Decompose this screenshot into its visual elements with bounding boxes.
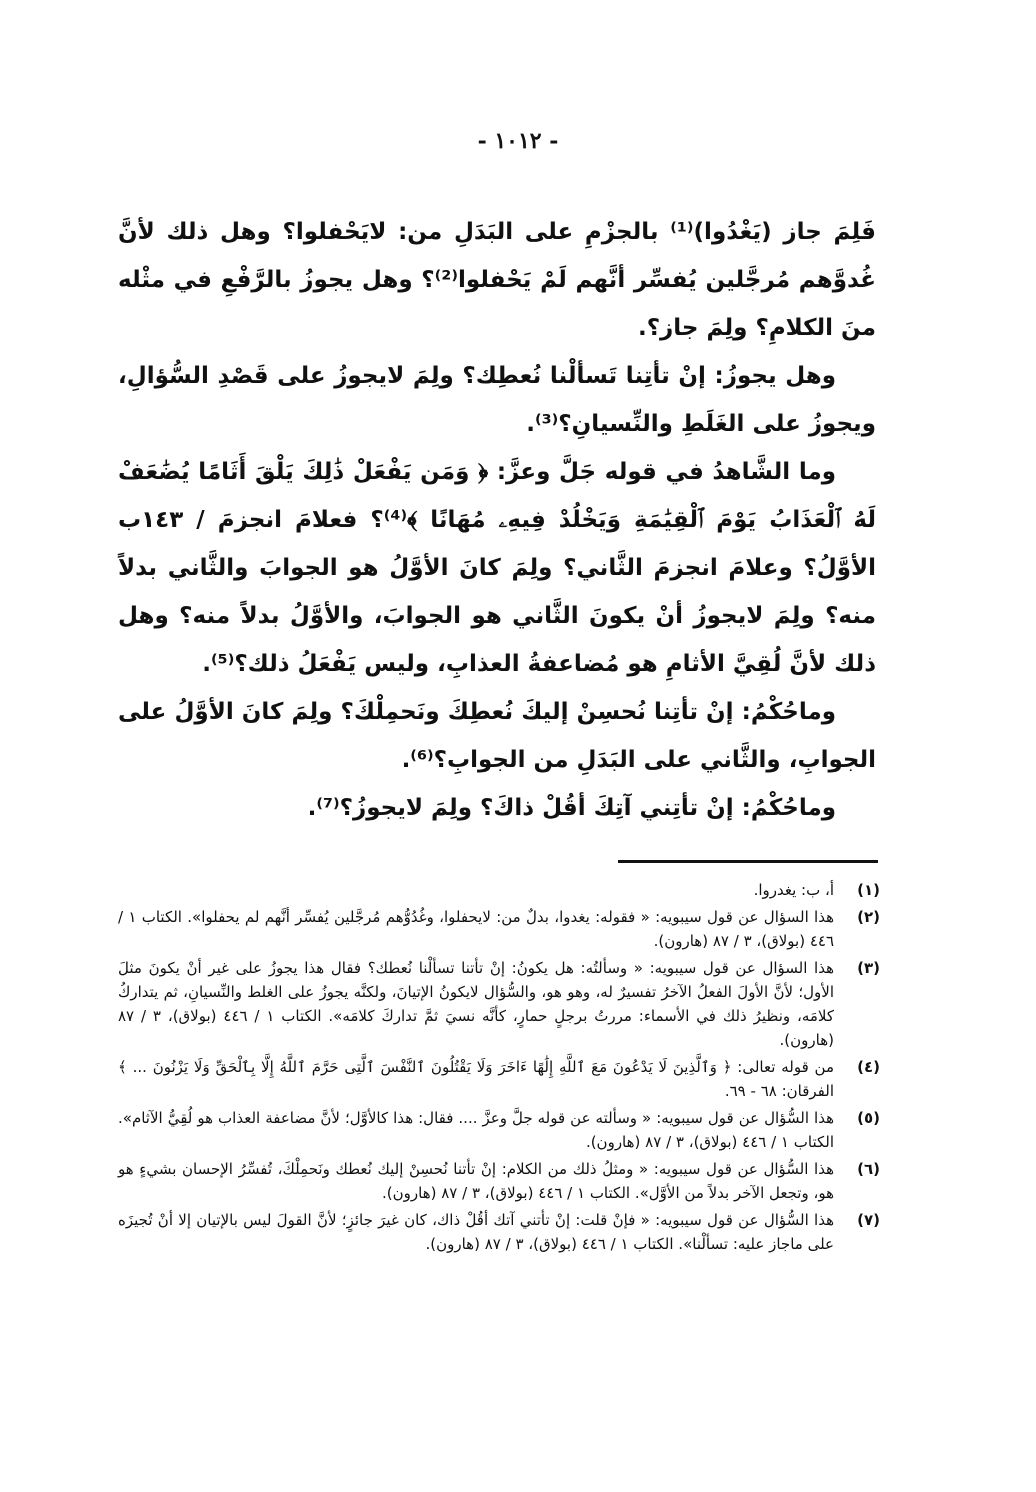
footnote-number: (٣)	[857, 959, 880, 977]
page-number: - ١٠١٢ -	[477, 128, 559, 154]
footnote	[118, 1157, 880, 1205]
paragraph-5: وماحُكْمُ: إنْ تأتِني آتِكَ أقُلْ ذاكَ؟ ولِمَ لايجوزُ؟⁽⁷⁾.	[307, 795, 836, 821]
footnote	[118, 1106, 880, 1154]
footnote-divider	[618, 860, 878, 863]
footnote	[118, 1055, 880, 1103]
footnote	[118, 1208, 880, 1256]
footnote-number: (٦)	[857, 1160, 880, 1178]
footnote-number: (٤)	[857, 1058, 880, 1076]
footnote-text: هذا السُّؤال عن قول سيبويه: « وسألته عن قوله جلَّ وعزَّ .... فقال: هذا كالأوَّل؛ لأنَّ مضاعفة العذاب هو لُقِيُّ الآثام». الكتاب ١ / ٤٤٦ (بولاق)، ٣ / ٨٧ (هارون).	[118, 1109, 834, 1151]
footnote-text: هذا السُّؤال عن قول سيبويه: « فإنْ قلت: إنْ تأتني آتك أقُلْ ذاك، كان غيرَ جائزٍ؛ لأنَّ القولَ ليس بالإتيان إلا أنْ تُجيزَه على ماجاز عليه: تسألْنا». الكتاب ١ / ٤٤٦ (بولاق)، ٣ / ٨٧ (هارون).	[118, 1211, 834, 1253]
footnote-number: (٢)	[857, 908, 880, 926]
footnote	[118, 905, 880, 953]
footnote-number: (٥)	[857, 1109, 880, 1127]
paragraph-2: وهل يجوزُ: إنْ تأتِنا تَسألْنا نُعطِك؟ ولِمَ لايجوزُ على قَصْدِ السُّؤالِ، ويجوزُ على الغَلَطِ والنِّسيانِ؟⁽³⁾.	[118, 363, 876, 437]
footnote	[118, 878, 880, 902]
paragraph-1: فَلِمَ جاز (يَغْدُوا)⁽¹⁾ بالجزْمِ على البَدَلِ من: لايَحْفلوا؟ وهل ذلك لأنَّ غُدوَّهم مُرجَّلين يُفسِّر أنَّهم لَمْ يَحْفلوا⁽²⁾؟ وهل يجوزُ بالرَّفْعِ في مثْله منَ الكلامِ؟ ولِمَ جاز؟.	[118, 219, 877, 341]
footnote-text: أ، ب: يغدروا.	[753, 881, 834, 899]
footnote	[118, 956, 880, 1052]
footnote-text: هذا السؤال عن قول سيبويه: « وسألتُه: هل يكونُ: إنْ تأتنا تسألْنا نُعطك؟ فقال هذا يجوزُ على غير أنْ يكونَ مثلَ الأول؛ لأنَّ الأولَ الفعلُ الآخرُ تفسيرٌ له، وهو هو، والسُّؤال لايكونُ الإتيانَ، ولكنَّه يجوزُ على الغلط والنِّسيانِ، ثم يتداركُ كلامَه، ونظيرُ ذلك في الأسماء: مررتُ برجلٍ حمارٍ، كأنَّه نسيَ ثمَّ تداركَ كلامَه». الكتاب ١ / ٤٤٦ (بولاق)، ٣ / ٨٧ (هارون).	[118, 959, 835, 1049]
footnote-number: (٧)	[857, 1211, 880, 1229]
main-text	[118, 208, 876, 832]
footnote-text: من قوله تعالى: ﴿ وَٱلَّذِينَ لَا يَدْعُونَ مَعَ ٱللَّهِ إِلَٰهًا ءَاخَرَ وَلَا يَقْتُلُونَ ٱلنَّفْسَ ٱلَّتِى حَرَّمَ ٱللَّهُ إِلَّا بِٱلْحَقِّ وَلَا يَزْنُونَ ... ﴾ الفرقان: ٦٨ - ٦٩.	[118, 1058, 834, 1100]
footnote-text: هذا السُّؤال عن قول سيبويه: « ومثلُ ذلك من الكلام: إنْ تأتنا نُحسِنْ إليك نُعطك ونَحمِلْكَ، تُفسِّرُ الإحسان بشيءٍ هو هو، وتجعل الآخر بدلاً من الأوَّل». الكتاب ١ / ٤٤٦ (بولاق)، ٣ / ٨٧ (هارون).	[118, 1160, 834, 1202]
paragraph-4: وماحُكْمُ: إنْ تأتِنا نُحسِنْ إليكَ نُعطِكَ ونَحمِلْكَ؟ ولِمَ كانَ الأوَّلُ على الجوابِ، والثَّاني على البَدَلِ من الجوابِ؟⁽⁶⁾.	[118, 699, 876, 773]
footnote-number: (١)	[857, 881, 880, 899]
footnotes	[118, 878, 880, 1259]
paragraph-3: وما الشَّاهدُ في قوله جَلَّ وعزَّ: ﴿ وَمَن يَفْعَلْ ذَٰلِكَ يَلْقَ أَثَامًا يُضَٰعَفْ لَهُ ٱلْعَذَابُ يَوْمَ ٱلْقِيَٰمَةِ وَيَخْلُدْ فِيهِۦ مُهَانًا ﴾⁽⁴⁾؟ فعلامَ انجزمَ / ١٤٣ب الأوَّلُ؟ وعلامَ انجزمَ الثَّاني؟ ولِمَ كانَ الأوَّلُ هو الجوابَ والثَّاني بدلاً منه؟ ولِمَ لايجوزُ أنْ يكونَ الثَّاني هو الجوابَ، والأوَّلُ بدلاً منه؟ وهل ذلك لأنَّ لُقِيَّ الأثامِ هو مُضاعفةُ العذابِ، وليس يَفْعَلُ ذلك؟⁽⁵⁾.	[118, 459, 876, 677]
footnote-text: هذا السؤال عن قول سيبويه: « فقوله: يغدوا، بدلٌ من: لايحفلوا، وغُدُوُّهم مُرجَّلين يُفسِّر أنَّهم لم يحفلوا». الكتاب ١ / ٤٤٦ (بولاق)، ٣ / ٨٧ (هارون).	[118, 908, 834, 950]
